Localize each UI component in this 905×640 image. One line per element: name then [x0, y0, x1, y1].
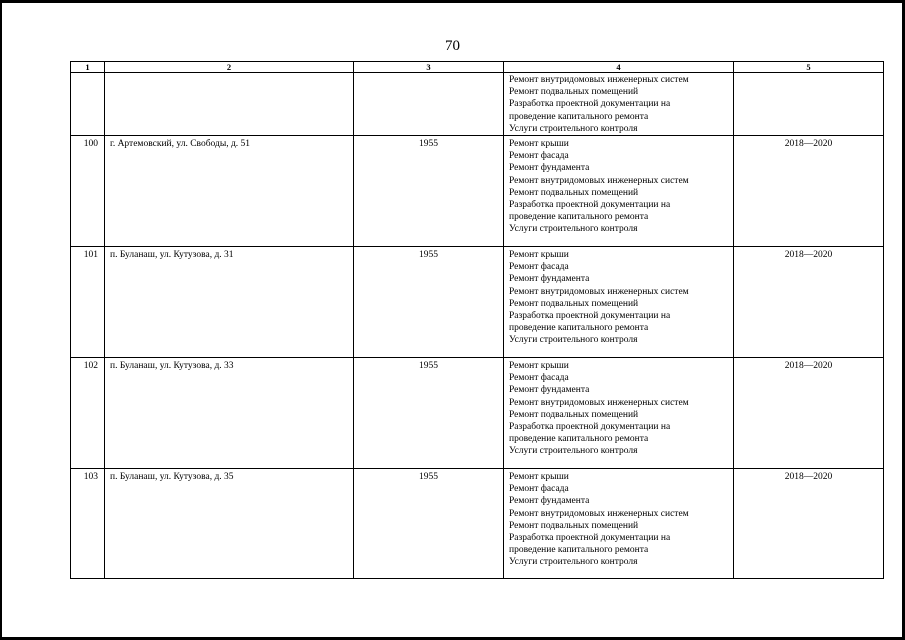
period-cell: 2018—2020 [734, 469, 884, 579]
works-cell [504, 136, 734, 247]
year-cell: 1955 [354, 469, 504, 579]
work-item: Услуги строительного контроля [509, 123, 638, 134]
year-cell [354, 73, 504, 136]
row-number-cell: 101 [71, 247, 105, 358]
work-item: Услуги строительного контроля [509, 557, 638, 568]
period-cell: 2018—2020 [734, 136, 884, 247]
column-header-2: 2 [105, 62, 354, 73]
work-item: Ремонт фундамента [509, 163, 590, 174]
work-item: Ремонт фундамента [509, 496, 590, 507]
work-item: Услуги строительного контроля [509, 224, 638, 235]
work-item: Ремонт внутридомовых инженерных систем [509, 75, 689, 85]
work-item: Разработка проектной документации на [509, 422, 671, 433]
work-item: Услуги строительного контроля [509, 335, 638, 346]
work-item: Ремонт подвальных помещений [509, 520, 639, 531]
table-row-continuation [71, 73, 884, 136]
scan-edge-left [0, 0, 2, 640]
work-item: Ремонт крыши [509, 250, 569, 261]
works-cell [504, 247, 734, 358]
column-header-3: 3 [354, 62, 504, 73]
year-cell: 1955 [354, 358, 504, 469]
work-item: Ремонт крыши [509, 361, 569, 372]
address-cell: п. Буланаш, ул. Кутузова, д. 33 [105, 358, 354, 469]
table-row [71, 136, 884, 247]
work-item: Ремонт фасада [509, 262, 569, 273]
work-item: Ремонт крыши [509, 472, 569, 483]
work-item: Ремонт фундамента [509, 274, 590, 285]
work-item: проведение капитального ремонта [509, 323, 649, 334]
work-item: Ремонт подвальных помещений [509, 187, 639, 198]
period-cell [734, 73, 884, 136]
address-cell: п. Буланаш, ул. Кутузова, д. 31 [105, 247, 354, 358]
work-item: Ремонт внутридомовых инженерных систем [509, 508, 689, 519]
year-cell: 1955 [354, 247, 504, 358]
period-cell: 2018—2020 [734, 247, 884, 358]
work-item: Ремонт подвальных помещений [509, 87, 639, 98]
address-cell [105, 73, 354, 136]
column-header-5: 5 [734, 62, 884, 73]
work-item: Ремонт фасада [509, 373, 569, 384]
work-item: Разработка проектной документации на [509, 99, 671, 110]
scan-edge-top [0, 0, 905, 3]
work-item: Разработка проектной документации на [509, 200, 671, 211]
address-cell: п. Буланаш, ул. Кутузова, д. 35 [105, 469, 354, 579]
work-item: Ремонт фундамента [509, 385, 590, 396]
work-item: Ремонт крыши [509, 139, 569, 150]
year-cell: 1955 [354, 136, 504, 247]
row-number-cell [71, 73, 105, 136]
work-item: Разработка проектной документации на [509, 533, 671, 544]
period-cell: 2018—2020 [734, 358, 884, 469]
work-item: Услуги строительного контроля [509, 446, 638, 457]
work-item: проведение капитального ремонта [509, 434, 649, 445]
work-item: Ремонт внутридомовых инженерных систем [509, 175, 689, 186]
column-number-header-row [71, 62, 884, 73]
work-item: проведение капитального ремонта [509, 111, 649, 122]
work-item: Ремонт подвальных помещений [509, 409, 639, 420]
work-item: Ремонт внутридомовых инженерных систем [509, 397, 689, 408]
address-cell: г. Артемовский, ул. Свободы, д. 51 [105, 136, 354, 247]
work-item: Ремонт фасада [509, 151, 569, 162]
table-row [71, 247, 884, 358]
work-item: проведение капитального ремонта [509, 545, 649, 556]
works-cell [504, 73, 734, 136]
page-number: 70 [445, 38, 460, 54]
work-item: Разработка проектной документации на [509, 311, 671, 322]
works-cell [504, 469, 734, 579]
row-number-cell: 103 [71, 469, 105, 579]
column-header-1: 1 [71, 62, 105, 73]
column-header-4: 4 [504, 62, 734, 73]
table-row [71, 469, 884, 579]
work-item: проведение капитального ремонта [509, 212, 649, 223]
table-row [71, 358, 884, 469]
row-number-cell: 100 [71, 136, 105, 247]
work-item: Ремонт подвальных помещений [509, 298, 639, 309]
works-cell [504, 358, 734, 469]
row-number-cell: 102 [71, 358, 105, 469]
work-item: Ремонт внутридомовых инженерных систем [509, 286, 689, 297]
repair-program-table [70, 61, 884, 579]
work-item: Ремонт фасада [509, 484, 569, 495]
